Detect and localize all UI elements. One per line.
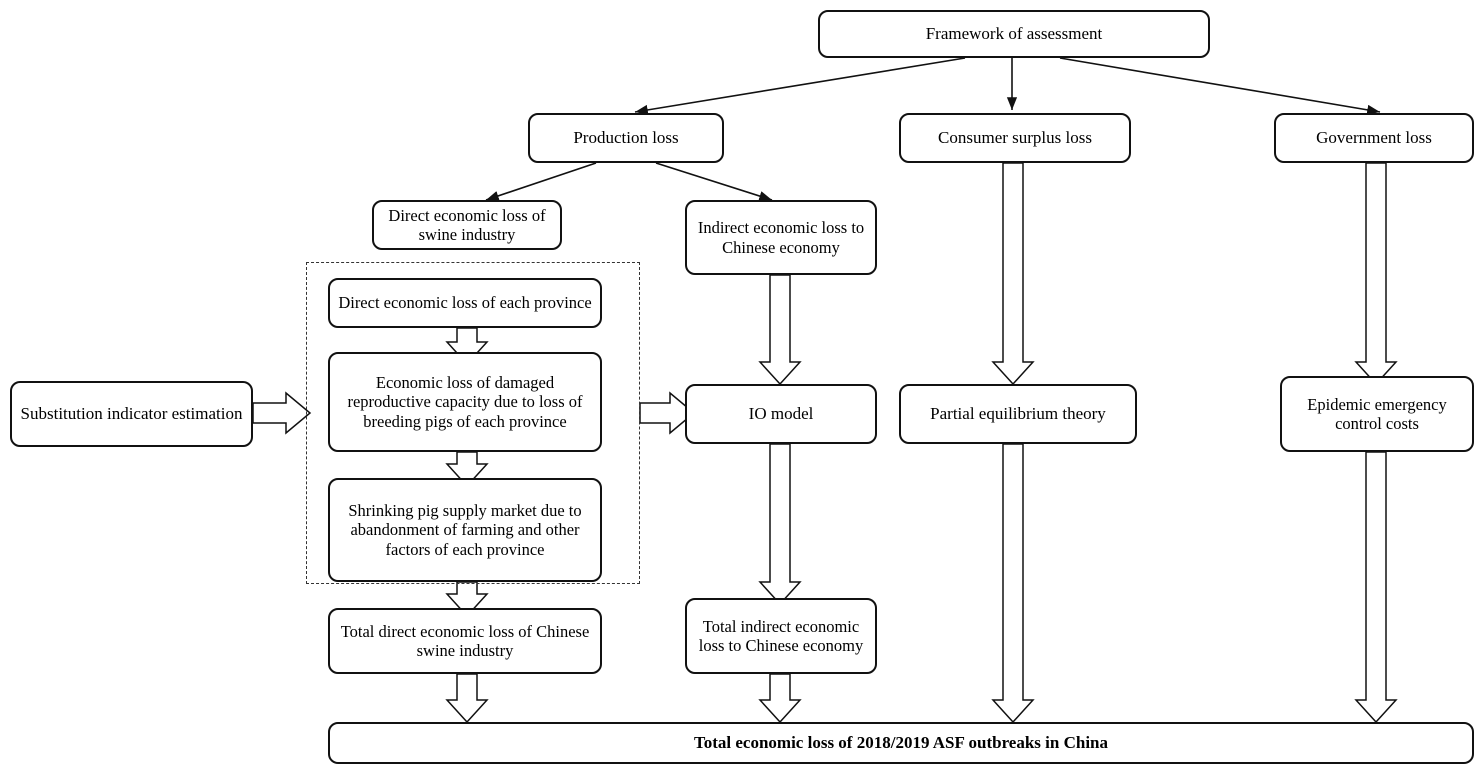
node-production-loss[interactable]: [528, 113, 724, 163]
node-epidemic-emergency-control-costs[interactable]: [1280, 376, 1474, 452]
node-label: Direct economic loss of swine industry: [388, 205, 546, 244]
node-substitution-indicator-estimation[interactable]: [10, 381, 253, 447]
node-consumer-surplus-loss[interactable]: [899, 113, 1131, 163]
node-framework-of-assessment[interactable]: [818, 10, 1210, 58]
node-label: Indirect economic loss to Chinese economy: [697, 218, 865, 257]
node-label: Shrinking pig supply market due to abandonment of farming and other factors of each province: [348, 500, 582, 559]
node-label: Epidemic emergency control costs: [1307, 394, 1447, 433]
node-economic-loss-of-damaged-reproductive-capacity[interactable]: [328, 352, 602, 452]
node-total-economic-loss[interactable]: [328, 722, 1474, 764]
node-label: Framework of assessment: [925, 23, 1103, 43]
node-io-model[interactable]: [685, 384, 877, 444]
node-label: Production loss: [573, 127, 679, 147]
node-government-loss[interactable]: [1274, 113, 1474, 163]
node-label: Substitution indicator estimation: [20, 403, 243, 423]
node-label: IO model: [748, 403, 814, 423]
node-label: Economic loss of damaged reproductive capacity due to loss of breeding pigs of each province: [347, 372, 583, 431]
node-label: Direct economic loss of each province: [338, 293, 592, 313]
node-label: Total indirect economic loss to Chinese economy: [698, 616, 864, 655]
node-label: Total direct economic loss of Chinese swine industry: [340, 621, 590, 660]
node-indirect-economic-loss-to-chinese-economy[interactable]: [685, 200, 877, 275]
node-label: Total economic loss of 2018/2019 ASF outbreaks in China: [693, 732, 1109, 752]
node-total-indirect-economic-loss[interactable]: [685, 598, 877, 674]
node-label: Partial equilibrium theory: [930, 403, 1106, 423]
node-shrinking-pig-supply-market[interactable]: [328, 478, 602, 582]
node-partial-equilibrium-theory[interactable]: [899, 384, 1137, 444]
node-label: Consumer surplus loss: [938, 127, 1092, 147]
node-total-direct-economic-loss[interactable]: [328, 608, 602, 674]
node-direct-economic-loss-of-each-province[interactable]: [328, 278, 602, 328]
node-direct-economic-loss-of-swine-industry[interactable]: [372, 200, 562, 250]
node-label: Government loss: [1316, 127, 1432, 147]
